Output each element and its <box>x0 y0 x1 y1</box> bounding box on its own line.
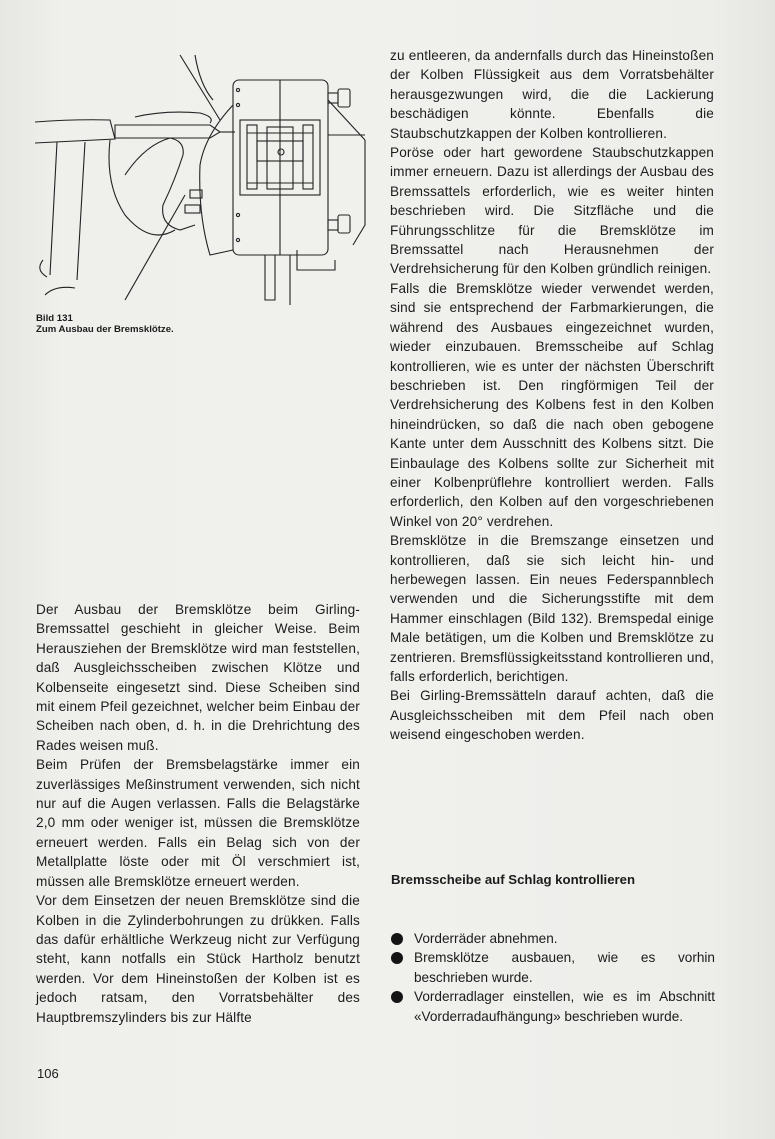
list-item-text: Vorderradlager einstellen, wie es im Abschnitt «Vorderradaufhängung» beschrieben wurde. <box>414 989 715 1024</box>
paragraph: Bei Girling-Bremssätteln darauf achten, daß die Ausgleichsscheiben mit dem Pfeil nach oben weisend eingeschoben werden. <box>390 688 714 743</box>
figure-brake-caliper <box>35 45 370 305</box>
paragraph: Vor dem Einsetzen der neuen Bremsklötze sind die Kolben in die Zylinderbohrungen zu drükken. Falls das dafür erhältliche Werkzeug nicht zur Verfügung steht, kann notfalls ein Stück Hartholz benutzt werden. Vor dem Hineinstoßen der Kolben ist es jedoch ratsam, den Vorratsbehälter des Hauptbremszylinders bis zur Hälfte <box>36 893 360 1025</box>
forearm-sleeve <box>50 142 85 280</box>
list-item-text: Bremsklötze ausbauen, wie es vorhin beschrieben wurde. <box>414 950 715 985</box>
paragraph: Der Ausbau der Bremsklötze beim Girling-Bremssattel geschieht in gleicher Weise. Beim Herausziehen der Bremsklötze wird man feststellen, daß Ausgleichsscheiben zwischen Klötze und Kolbenseite eingesetzt sind. Diese Scheiben sind mit einem Pfeil gezeichnet, welcher beim Einbau der Scheiben nach oben, d. h. in die Drehrichtung des Rades weisen muß. <box>36 602 360 753</box>
screwdriver-shaft <box>115 125 220 138</box>
paragraph: Falls die Bremsklötze wieder verwendet werden, sind sie entsprechend der Farbmarkierungen, die während des Ausbaues eingezeichnet wurden, wieder einzubauen. Bremsscheibe auf Schlag kontrollieren, wie es unter der nächsten Überschrift beschrieben ist. Den ringförmigen Teil der Verdrehsicherung des Kolbens fest in den Kolben hineindrücken, so daß die nach oben gebogene Kante unter dem Ausschnitt des Kolbens sitzt. Die Einbaulage des Kolbens sollte zur Sicherheit mit einer Kolbenprüflehre kontrolliert werden. Falls erforderlich, den Kolben auf den vorgeschriebenen Winkel von 20° verdrehen. <box>390 280 714 529</box>
left-column <box>36 600 360 1027</box>
bullet-icon <box>391 991 403 1003</box>
paragraph: zu entleeren, da andernfalls durch das Hineinstoßen der Kolben Flüssigkeit aus dem Vorratsbehälter herausgezwungen wird, die die Lackierung beschädigen könnte. Ebenfalls die Staubschutzkappen der Kolben kontrollieren. <box>390 48 714 141</box>
figure-caption <box>36 313 174 335</box>
list-item-text: Vorderräder abnehmen. <box>414 931 558 946</box>
bullet-list <box>391 929 715 1026</box>
figure-caption-text: Zum Ausbau der Bremsklötze. <box>36 324 174 335</box>
paragraph: Beim Prüfen der Bremsbelagstärke immer ein zuverlässiges Meßinstrument verwenden, sich nicht nur auf die Augen verlassen. Falls die Belagstärke 2,0 mm oder weniger ist, müssen die Bremsklötze erneuert werden. Falls ein Belag sich von der Metallplatte löste oder mit Öl verschmiert ist, müssen alle Bremsklötze erneuert werden. <box>36 757 360 889</box>
tool-handle <box>35 120 115 143</box>
bleed-nipple-top <box>338 89 350 107</box>
upper-arm-lines <box>180 55 220 120</box>
paragraph: Poröse oder hart gewordene Staubschutzkappen immer erneuern. Dazu ist allerdings der Ausbau des Bremssattels erforderlich, wie es weiter hinten beschrieben wird. Die Sitzfläche und die Führungsschlitze für die Bremsklötze im Bremssattel nach Herausnehmen der Verdrehsicherung für den Kolben gründlich reinigen. <box>390 145 714 277</box>
brake-caliper-illustration <box>35 45 370 305</box>
right-column <box>390 46 714 745</box>
bullet-icon <box>391 952 403 964</box>
list-item <box>391 948 715 987</box>
hand-outline <box>125 138 195 230</box>
list-item <box>391 929 715 948</box>
list-item <box>391 987 715 1026</box>
bullet-icon <box>391 933 403 945</box>
section-heading: Bremsscheibe auf Schlag kontrollieren <box>391 872 636 887</box>
bleed-nipple-bottom <box>338 215 350 233</box>
paragraph: Bremsklötze in die Bremszange einsetzen und kontrollieren, daß sie sich leicht hin- und herbewegen lassen. Ein neues Federspannblech verwenden und die Sicherungsstifte mit dem Hammer einschlagen (Bild 132). Bremspedal einige Male betätigen, um die Kolben und Bremsklötze zu zentrieren. Bremsflüssigkeitsstand kontrollieren und, falls erforderlich, berichtigen. <box>390 533 714 684</box>
page-number: 106 <box>37 1066 59 1081</box>
figure-label: Bild 131 <box>36 313 73 324</box>
